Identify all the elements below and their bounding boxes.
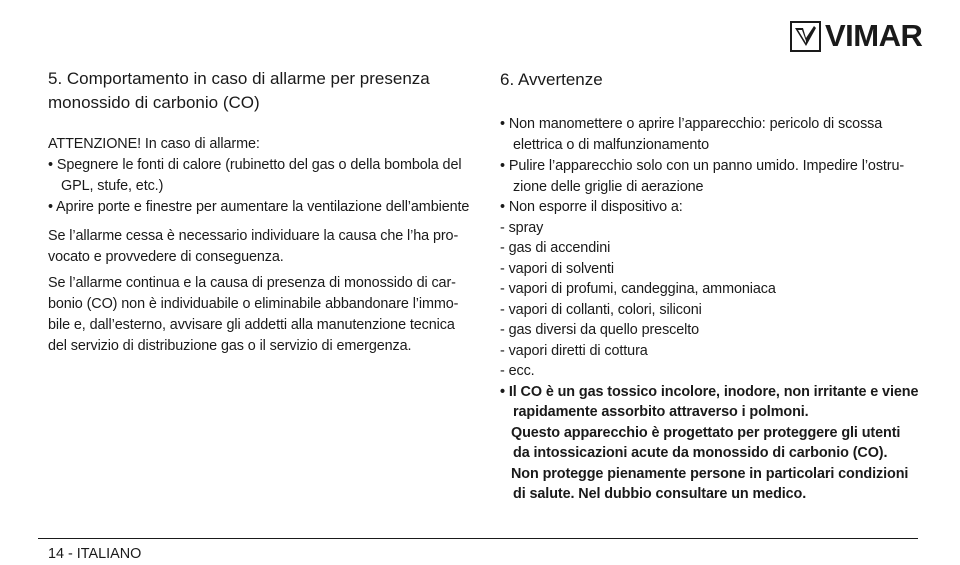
warning-clean-device: • Pulire l’apparecchio solo con un panno umido. Impedire l’ostru- (500, 158, 905, 174)
co-warning-line-4: da intossicazioni acute da monossido di carbonio (CO). (513, 445, 888, 461)
attention-line (48, 134, 260, 154)
warning-do-not-tamper: • Non manomettere o aprire l’apparecchio: pericolo di scossa (500, 116, 883, 132)
vimar-logo-text: VIMAR (825, 18, 923, 53)
co-warning-line-6: di salute. Nel dubbio consultare un medico. (513, 486, 807, 502)
warning-do-not-expose: • Non esporre il dispositivo a: (500, 199, 683, 215)
vimar-logo (790, 18, 923, 53)
vimar-logo-mark-icon (790, 21, 821, 52)
paragraph-alarm-stops-line-1: Se l’allarme cessa è necessario individuare la causa che l’ha pro- (48, 228, 459, 244)
bullet-turn-off-heat: • Spegnere le fonti di calore (rubinetto del gas o della bombola del (48, 157, 462, 173)
paragraph-alarm-continues-line-1: Se l’allarme continua e la causa di presenza di monossido di car- (48, 275, 456, 291)
section-6-heading: 6. Avvertenze (500, 70, 603, 89)
list-item: - vapori di solventi (500, 261, 614, 277)
list-item: - vapori di collanti, colori, siliconi (500, 302, 702, 318)
paragraph-alarm-continues-line-4: del servizio di distribuzione gas o il servizio di emergenza. (48, 338, 412, 354)
co-warning-line-3: Questo apparecchio è progettato per proteggere gli utenti (511, 425, 901, 441)
paragraph-alarm-stops-line-2: vocato e provvedere di conseguenza. (48, 249, 284, 265)
section-5-heading-line-2: monossido di carbonio (CO) (48, 93, 260, 112)
list-item: - spray (500, 220, 544, 236)
paragraph-alarm-continues-line-3: bile e, dall’esterno, avvisare gli addetti alla manutenzione tecnica (48, 317, 455, 333)
paragraph-alarm-continues-line-2: bonio (CO) non è individuabile o eliminabile abbandonare l’immo- (48, 296, 459, 312)
attention-text: In caso di allarme: (140, 136, 260, 152)
co-warning-line-5: Non protegge pienamente persone in particolari condizioni (511, 466, 909, 482)
list-item: - gas di accendini (500, 240, 611, 256)
section-5-heading-line-1: 5. Comportamento in caso di allarme per presenza (48, 69, 430, 88)
attention-label: ATTENZIONE! (48, 136, 141, 152)
bullet-turn-off-heat-cont: GPL, stufe, etc.) (61, 178, 164, 194)
bullet-open-windows: • Aprire porte e finestre per aumentare la ventilazione dell’ambiente (48, 199, 470, 215)
list-item: - gas diversi da quello prescelto (500, 322, 700, 338)
co-warning-line-2: rapidamente assorbito attraverso i polmoni. (513, 404, 809, 420)
list-item: - vapori diretti di cottura (500, 343, 648, 359)
warning-clean-device-cont: zione delle griglie di aerazione (513, 179, 704, 195)
co-warning-line-1: • Il CO è un gas tossico incolore, inodore, non irritante e viene (500, 384, 919, 400)
list-item: - vapori di profumi, candeggina, ammoniaca (500, 281, 776, 297)
list-item: - ecc. (500, 363, 535, 379)
warning-do-not-tamper-cont: elettrica o di malfunzionamento (513, 137, 710, 153)
footer-divider (38, 538, 918, 539)
page-number-label: 14 - ITALIANO (48, 546, 142, 562)
